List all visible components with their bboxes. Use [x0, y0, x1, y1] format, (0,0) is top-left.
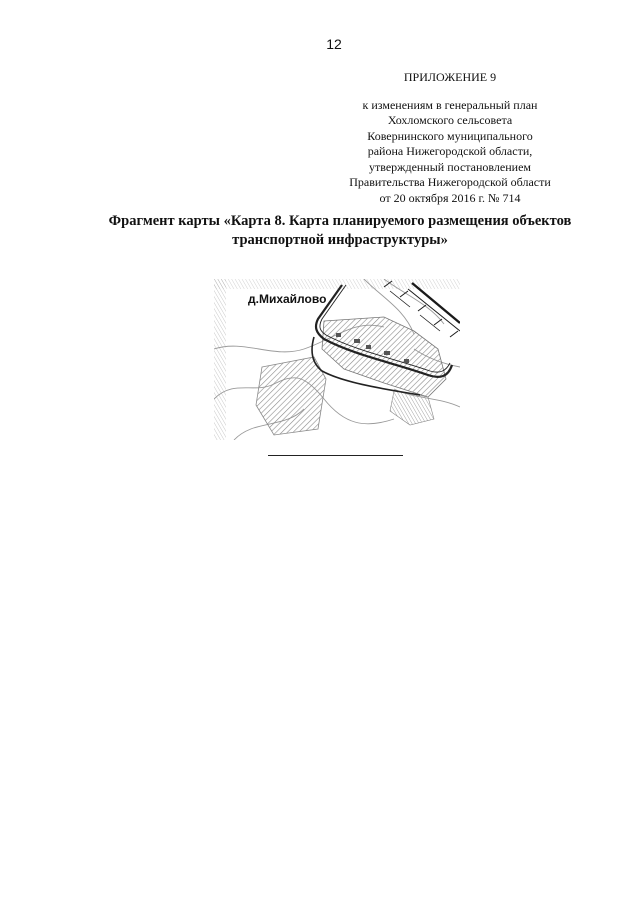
map-image [214, 279, 460, 440]
map-border-hatch [214, 279, 226, 440]
page-number: 12 [326, 36, 342, 52]
appendix-heading: ПРИЛОЖЕНИЕ 9 [403, 70, 497, 84]
appendix-line: утвержденный постановлением [369, 159, 531, 174]
appendix-block [330, 70, 570, 206]
appendix-line: от 20 октября 2016 г. № 714 [379, 190, 521, 205]
appendix-line: Ковернинского муниципального [367, 128, 533, 143]
title-line: Фрагмент карты «Карта 8. Карта планируемого размещения объектов [108, 213, 572, 229]
village-label: д.Михайлово [248, 292, 327, 306]
map-border-hatch [214, 279, 460, 289]
title-line: транспортной инфраструктуры» [232, 232, 448, 248]
map-fragment [214, 279, 460, 440]
document-title [60, 212, 620, 250]
appendix-line: района Нижегородской области, [367, 144, 533, 158]
appendix-line: Правительства Нижегородской области [349, 175, 551, 189]
appendix-line: Хохломского сельсовета [387, 113, 513, 127]
separator-line [268, 455, 403, 456]
appendix-line: к изменениям в генеральный план [362, 97, 538, 112]
